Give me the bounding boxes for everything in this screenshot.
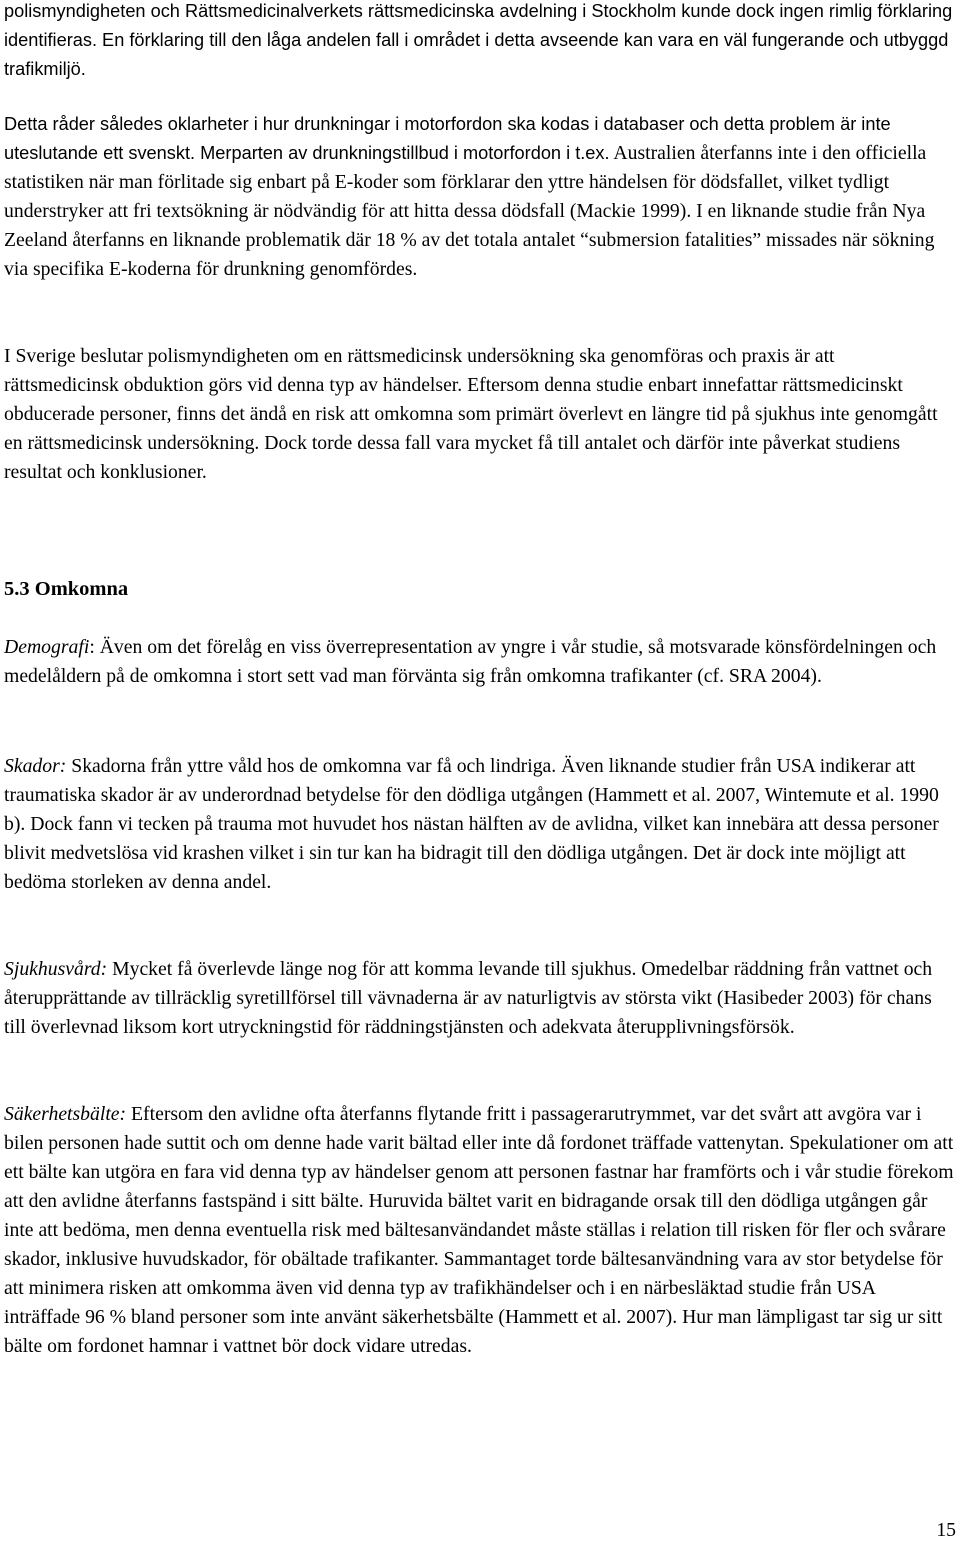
term-sakerhetsbalte: Säkerhetsbälte: xyxy=(4,1103,127,1125)
paragraph-sjukhusvard xyxy=(4,955,954,1042)
text-demografi: : Även om det förelåg en viss överrepresentation av yngre i vår studie, så motsvarade könsfördelningen och medelåldern på de omkomna i stort sett vad man förvänta sig från omkomna trafikanter (cf. SRA 2004). xyxy=(4,636,937,687)
paragraph-intro: polismyndigheten och Rättsmedicinalverkets rättsmedicinska avdelning i Stockholm kunde dock ingen rimlig förklaring identifieras. En förklaring till den låga andelen fall i området i detta avseende kan vara en väl fungerande och utbyggd trafikmiljö. xyxy=(4,1,953,79)
section-heading: 5.3 Omkomna xyxy=(4,578,129,600)
term-demografi: Demografi xyxy=(4,636,90,658)
paragraph-sakerhetsbalte xyxy=(4,1100,954,1361)
paragraph-autopsy: I Sverige beslutar polismyndigheten om en rättsmedicinsk undersökning ska genomföras och praxis är att rättsmedicinsk obduktion görs vid denna typ av händelser. Eftersom denna studie enbart innefattar rättsmedicinskt obducerade personer, finns det ändå en risk att omkomna som primärt överlevt en längre tid på sjukhus inte genomgått en rättsmedicinsk undersökning. Dock torde dessa fall vara mycket få till antalet och därför inte påverkat studiens resultat och konklusioner. xyxy=(4,345,938,483)
term-skador: Skador: xyxy=(4,755,67,777)
text-sakerhetsbalte: Eftersom den avlidne ofta återfanns flytande fritt i passagerarutrymmet, var det svårt att avgöra var i bilen personen hade suttit och om denne hade varit bältad eller inte då fordonet träffade vattenytan. Spekulationer om att ett bälte kan utgöra en fara vid denna typ av händelser genom att personen fastnar har framförts och i vår studie förekom att den avlidne återfanns fastspänd i sitt bälte. Huruvida bältet varit en bidragande orsak till den dödliga utgången går inte att bedöma, men denna eventuella risk med bältesanvändandet måste ställas i relation till risken för fler och svårare skador, inklusive huvudskador, för obältade trafikanter. Sammantaget torde bältesanvändning vara av stor betydelse för att minimera risken att omkomma även vid denna typ av trafikhändelser och i en närbesläktad studie från USA inträffade 96 % bland personer som inte använt säkerhetsbälte (Hammett et al. 2007). Hur man lämpligast tar sig ur sitt bälte om fordonet hamnar i vattnet bör dock vidare utredas. xyxy=(4,1103,954,1357)
paragraph-skador xyxy=(4,752,954,897)
paragraph-demografi xyxy=(4,633,954,691)
text-sjukhusvard: Mycket få överlevde länge nog för att komma levande till sjukhus. Omedelbar räddning från vattnet och återupprättande av tillräcklig syretillförsel till vävnaderna är av naturligtvis av största vikt (Hasibeder 2003) för chans till överlevnad liksom kort utryckningstid för räddningstjänsten och adekvata återupplivningsförsök. xyxy=(4,958,933,1038)
paragraph-coding-issues-sans: Detta råder således oklarheter i hur drunkningar i motorfordon ska kodas i databaser och detta problem är inte uteslutande ett svenskt. Merparten av drunkningstillbud i motorfordon i t.ex. xyxy=(4,114,891,163)
page-number: 15 xyxy=(936,1519,956,1541)
term-sjukhusvard: Sjukhusvård: xyxy=(4,958,108,980)
paragraph-coding-issues xyxy=(4,110,954,284)
paragraph-coding-issues-serif: Australien återfanns inte i den officiella statistiken när man förlitade sig enbart på E-koder som förklarar den yttre händelsen för dödsfallet, vilket tydligt understryker att fri textsökning är nödvändig för att hitta dessa dödsfall (Mackie 1999). I en liknande studie från Nya Zeeland återfanns en liknande problematik där 18 % av det totala antalet “submersion fatalities” missades när sökning via specifika E-koderna för drunkning genomfördes. xyxy=(4,142,935,280)
text-skador: Skadorna från yttre våld hos de omkomna var få och lindriga. Även liknande studier från USA indikerar att traumatiska skador är av underordnad betydelse för den dödliga utgången (Hammett et al. 2007, Wintemute et al. 1990 b). Dock fann vi tecken på trauma mot huvudet hos nästan hälften av de avlidna, vilket kan innebära att dessa personer blivit medvetslösa vid krashen vilket i sin tur kan ha bidragit till den dödliga utgången. Det är dock inte möjligt att bedöma storleken av denna andel. xyxy=(4,755,939,893)
